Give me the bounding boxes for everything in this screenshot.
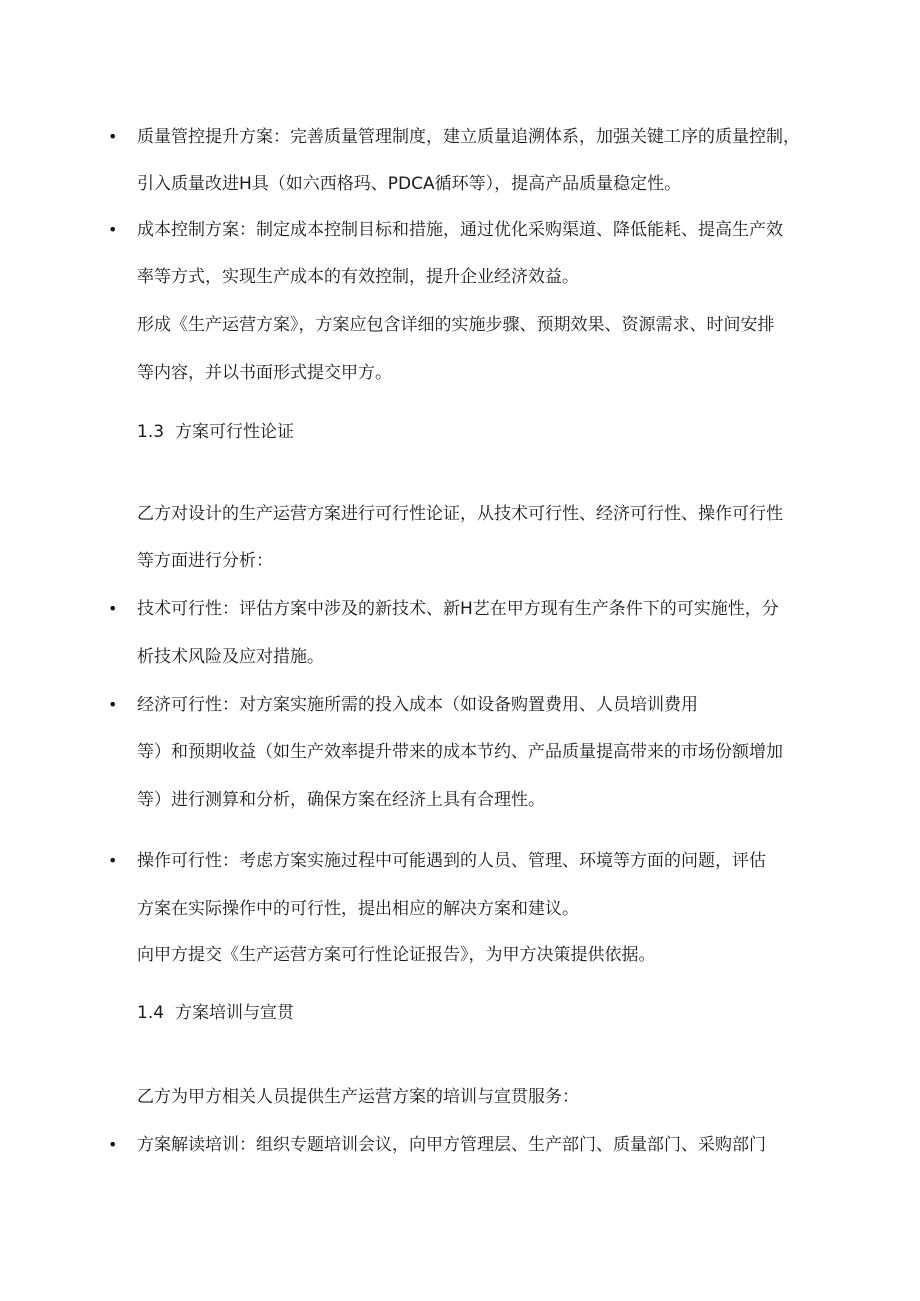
paragraph-deliverable-line1: 形成《生产运营方案》，方案应包含详细的实施步骤、预期效果、资源需求、时间安排 — [137, 315, 775, 335]
bullet-marker: • — [108, 695, 118, 714]
bullet-text-economic-line1: 经济可行性：对方案实施所需的投入成本（如设备购置费用、人员培训费用 — [137, 695, 698, 715]
bullet-text-training-line1: 方案解读培训：组织专题培训会议，向甲方管理层、生产部门、质量部门、采购部门 — [137, 1135, 766, 1155]
bullet-text-cost-line1: 成本控制方案：制定成本控制目标和措施，通过优化采购渠道、降低能耗、提高生产效 — [137, 220, 783, 240]
bullet-text-quality-line2: 引入质量改进H具（如六西格玛、PDCA循环等），提高产品质量稳定性。 — [137, 174, 682, 194]
bullet-marker: • — [108, 599, 118, 618]
section-title: 方案可行性论证 — [175, 422, 294, 442]
paragraph-feasibility-intro-line1: 乙方对设计的生产运营方案进行可行性论证，从技术可行性、经济可行性、操作可行性 — [137, 504, 783, 524]
bullet-text-technical-line1: 技术可行性：评估方案中涉及的新技术、新H艺在甲方现有生产条件下的可实施性，分 — [137, 599, 779, 619]
bullet-text-quality-line1: 质量管控提升方案：完善质量管理制度，建立质量追溯体系，加强关键工序的质量控制， — [137, 127, 800, 147]
bullet-text-cost-line2: 率等方式，实现生产成本的有效控制，提升企业经济效益。 — [137, 267, 579, 287]
bullet-marker: • — [108, 851, 118, 870]
paragraph-training-intro: 乙方为甲方相关人员提供生产运营方案的培训与宣贯服务： — [137, 1087, 579, 1107]
bullet-text-operational-line1: 操作可行性：考虑方案实施过程中可能遇到的人员、管理、环境等方面的问题，评估 — [137, 851, 766, 871]
section-heading-1-3 — [137, 420, 294, 444]
paragraph-deliverable-line2: 等内容，并以书面形式提交甲方。 — [137, 363, 392, 383]
section-title: 方案培训与宣贯 — [175, 1003, 294, 1023]
section-number: 1.4 — [137, 1003, 165, 1023]
bullet-marker: • — [108, 127, 118, 146]
bullet-text-economic-line3: 等）进行测算和分析，确保方案在经济上具有合理性。 — [137, 790, 545, 810]
bullet-marker: • — [108, 1135, 118, 1154]
section-number: 1.3 — [137, 422, 165, 442]
bullet-text-operational-line2: 方案在实际操作中的可行性，提出相应的解决方案和建议。 — [137, 899, 579, 919]
bullet-marker: • — [108, 220, 118, 239]
section-heading-1-4 — [137, 1001, 294, 1025]
paragraph-feasibility-intro-line2: 等方面进行分析： — [137, 551, 273, 571]
paragraph-report-submission: 向甲方提交《生产运营方案可行性论证报告》，为甲方决策提供依据。 — [137, 945, 656, 965]
bullet-text-economic-line2: 等）和预期收益（如生产效率提升带来的成本节约、产品质量提高带来的市场份额增加 — [137, 742, 783, 762]
bullet-text-technical-line2: 析技术风险及应对措施。 — [137, 647, 324, 667]
